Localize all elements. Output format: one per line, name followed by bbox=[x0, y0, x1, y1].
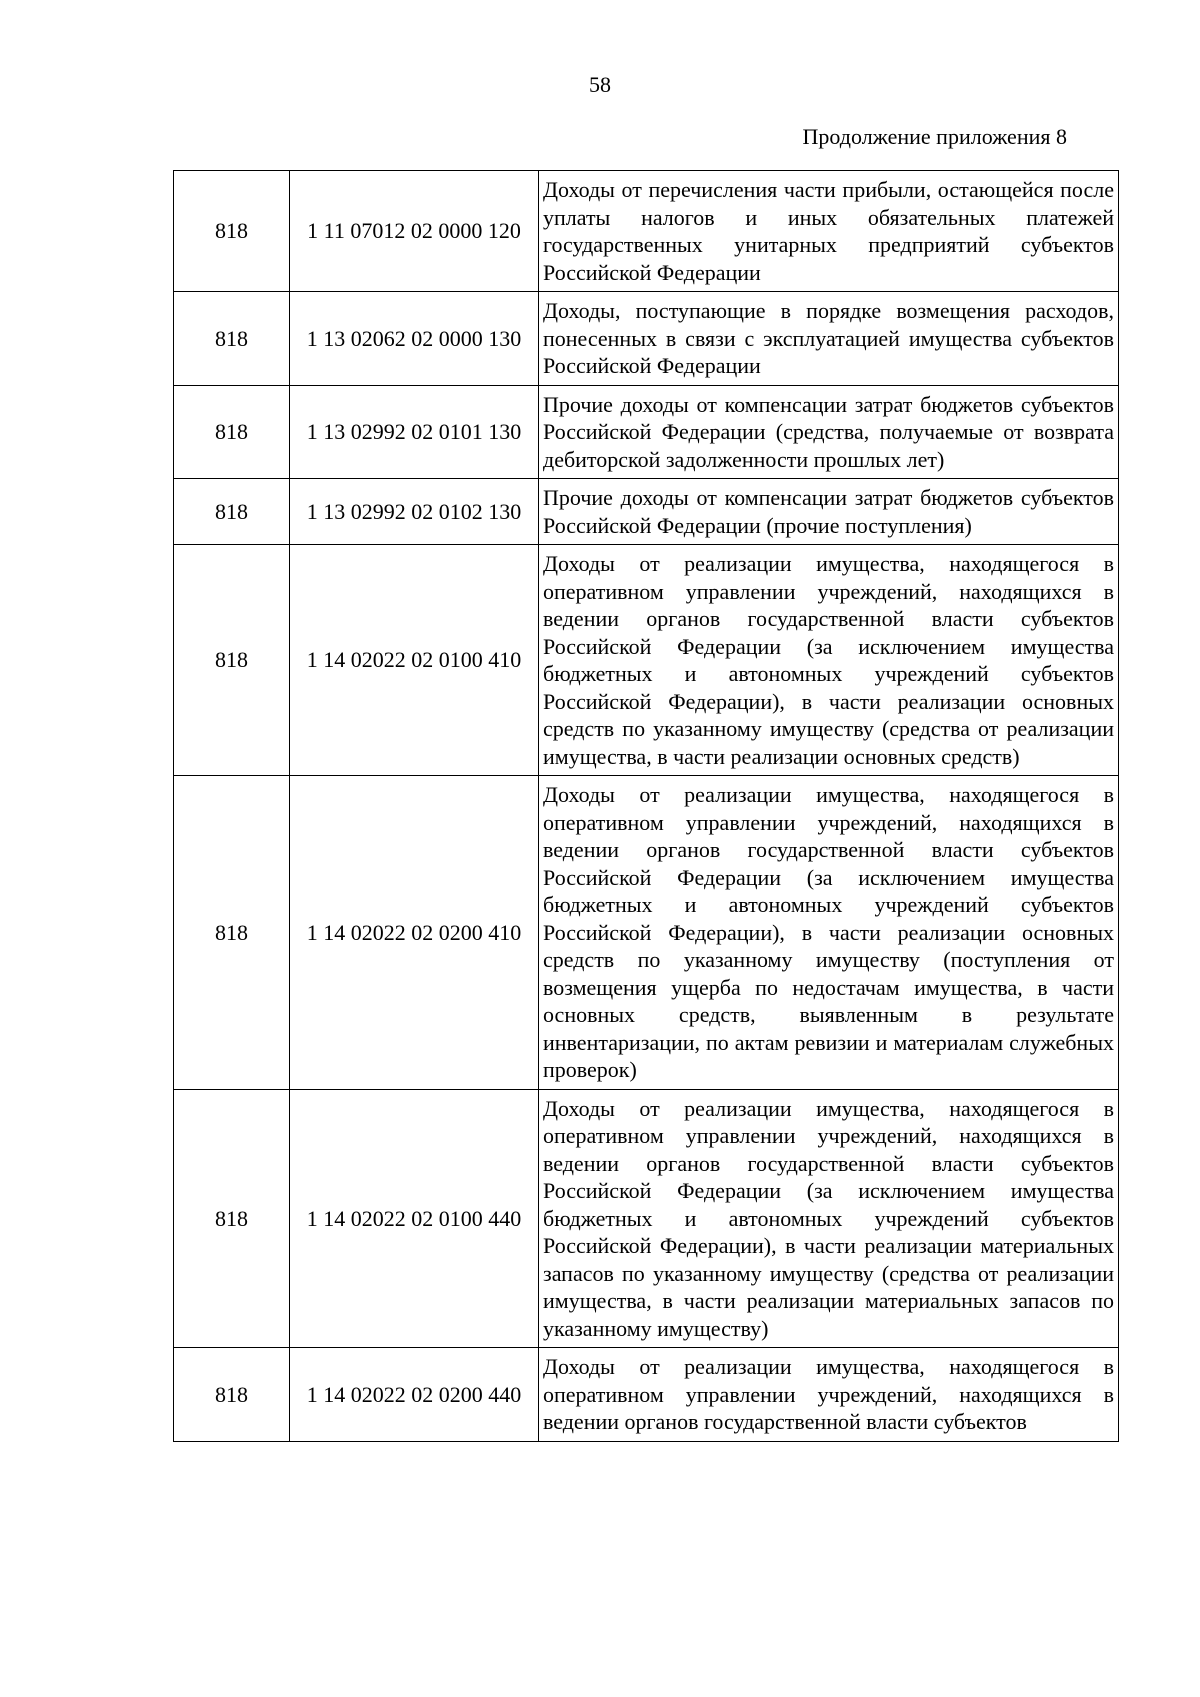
table-body bbox=[174, 171, 1119, 1442]
revenue-name-cell: Доходы от реализации имущества, находящегося в оперативном управлении учреждений, находящихся в ведении органов государственной власти субъектов Российской Федерации (за исключением имущества бюджетных и автономных учреждений субъектов Российской Федерации), в части реализации материальных запасов по указанному имуществу (средства от реализации имущества, в части реализации материальных запасов по указанному имуществу) bbox=[539, 1089, 1119, 1348]
table-row bbox=[174, 776, 1119, 1090]
admin-code-cell: 818 bbox=[174, 171, 290, 292]
revenue-name-cell: Доходы, поступающие в порядке возмещения расходов, понесенных в связи с эксплуатацией имущества субъектов Российской Федерации bbox=[539, 292, 1119, 386]
table-row bbox=[174, 1089, 1119, 1348]
admin-code-cell: 818 bbox=[174, 479, 290, 545]
revenue-name-cell: Доходы от перечисления части прибыли, остающейся после уплаты налогов и иных обязательных платежей государственных унитарных предприятий субъектов Российской Федерации bbox=[539, 171, 1119, 292]
classification-code-cell: 1 14 02022 02 0100 410 bbox=[290, 545, 539, 776]
classification-code-cell: 1 13 02992 02 0101 130 bbox=[290, 385, 539, 479]
revenue-name-cell: Доходы от реализации имущества, находящегося в оперативном управлении учреждений, находящихся в ведении органов государственной власти субъектов Российской Федерации (за исключением имущества бюджетных и автономных учреждений субъектов Российской Федерации), в части реализации основных средств по указанному имуществу (поступления от возмещения ущерба по недостачам имущества, в части основных средств, выявленным в результате инвентаризации, по актам ревизии и материалам служебных проверок) bbox=[539, 776, 1119, 1090]
classification-code-cell: 1 11 07012 02 0000 120 bbox=[290, 171, 539, 292]
classification-code-cell: 1 14 02022 02 0100 440 bbox=[290, 1089, 539, 1348]
classification-code-cell: 1 13 02992 02 0102 130 bbox=[290, 479, 539, 545]
table-row bbox=[174, 385, 1119, 479]
page-number: 58 bbox=[589, 72, 611, 97]
table-row bbox=[174, 171, 1119, 292]
classification-code-cell: 1 13 02062 02 0000 130 bbox=[290, 292, 539, 386]
table-row bbox=[174, 1348, 1119, 1442]
classification-code-cell: 1 14 02022 02 0200 440 bbox=[290, 1348, 539, 1442]
table-row bbox=[174, 292, 1119, 386]
table-row bbox=[174, 545, 1119, 776]
classification-code-cell: 1 14 02022 02 0200 410 bbox=[290, 776, 539, 1090]
admin-code-cell: 818 bbox=[174, 545, 290, 776]
admin-code-cell: 818 bbox=[174, 776, 290, 1090]
revenue-name-cell: Доходы от реализации имущества, находящегося в оперативном управлении учреждений, находящихся в ведении органов государственной власти субъектов Российской Федерации (за исключением имущества бюджетных и автономных учреждений субъектов Российской Федерации), в части реализации основных средств по указанному имуществу (средства от реализации имущества, в части реализации основных средств) bbox=[539, 545, 1119, 776]
admin-code-cell: 818 bbox=[174, 1348, 290, 1442]
admin-code-cell: 818 bbox=[174, 292, 290, 386]
admin-code-cell: 818 bbox=[174, 385, 290, 479]
table-row bbox=[174, 479, 1119, 545]
admin-code-cell: 818 bbox=[174, 1089, 290, 1348]
revenue-codes-table bbox=[173, 170, 1119, 1442]
continuation-title: Продолжение приложения 8 bbox=[802, 124, 1067, 149]
revenue-name-cell: Доходы от реализации имущества, находящегося в оперативном управлении учреждений, находящихся в ведении органов государственной власти субъектов bbox=[539, 1348, 1119, 1442]
revenue-name-cell: Прочие доходы от компенсации затрат бюджетов субъектов Российской Федерации (прочие поступления) bbox=[539, 479, 1119, 545]
revenue-name-cell: Прочие доходы от компенсации затрат бюджетов субъектов Российской Федерации (средства, получаемые от возврата дебиторской задолженности прошлых лет) bbox=[539, 385, 1119, 479]
